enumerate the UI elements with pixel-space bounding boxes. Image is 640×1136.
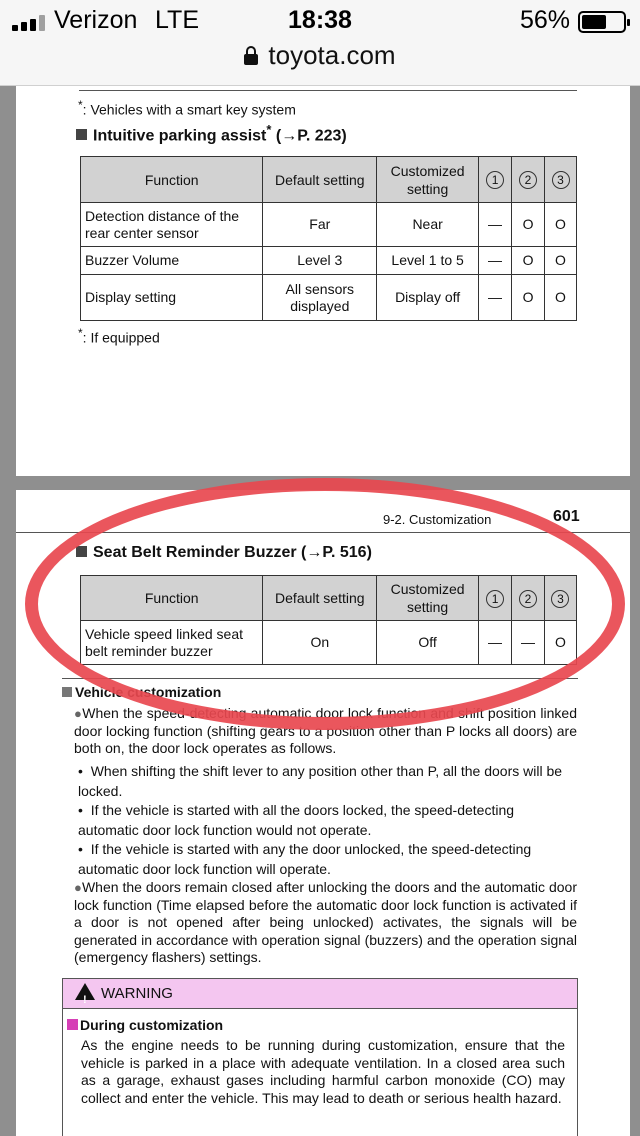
warning-header: ! WARNING <box>63 979 577 1009</box>
table-row <box>81 203 577 247</box>
col-function: Function <box>81 576 263 621</box>
section-square-icon <box>76 546 87 557</box>
paragraph-signals: ●When the doors remain closed after unlocking the doors and the automatic door lock function (Time elapsed before the automatic door lock function is activated if a door is not opened after being unlocked) activates, the signals will be generated in accordance with operation signal (buzzers) and the operation signal (emergency flashers) settings. <box>74 879 577 965</box>
lock-icon <box>244 48 258 65</box>
cell-function: Display setting <box>81 275 263 321</box>
warning-text: As the engine needs to be running during customization, ensure that the vehicle is parked in a place with adequate ventilation. In a closed area such as a garage, exhaust gases including harmful carbon monoxide (CO) may collect and enter the vehicle. This may lead to death or serious health hazard. <box>81 1037 565 1106</box>
cell-custom: Off <box>377 621 479 665</box>
cell-mode-1: — <box>479 275 512 321</box>
manual-page-601 <box>16 490 630 1136</box>
section-rule <box>62 678 578 679</box>
cell-mode-1: — <box>479 621 512 665</box>
cell-mode-1: — <box>479 247 512 275</box>
seat-belt-table <box>80 575 577 665</box>
cell-function: Vehicle speed linked seat belt reminder buzzer <box>81 621 263 665</box>
page-header-rule <box>16 532 630 533</box>
parking-assist-table <box>80 156 577 321</box>
address-bar[interactable] <box>0 40 640 71</box>
cell-default: Far <box>263 203 377 247</box>
cell-mode-1: — <box>479 203 512 247</box>
warning-box <box>62 978 578 1136</box>
col-mode-1: 1 <box>479 576 512 621</box>
warning-title: During customization <box>67 1017 581 1033</box>
table-header-row <box>81 576 577 621</box>
cell-default: On <box>263 621 377 665</box>
cell-mode-2: O <box>512 203 545 247</box>
battery-percent: 56% <box>519 6 570 34</box>
section-title-seat-belt: Seat Belt Reminder Buzzer (→P. 516) <box>76 544 372 562</box>
cell-default: All sensors displayed <box>263 275 377 321</box>
cell-mode-3: O <box>545 247 577 275</box>
col-mode-1: 1 <box>479 157 512 203</box>
subsection-title: Vehicle customization <box>62 684 221 700</box>
section-square-icon <box>76 129 87 140</box>
list-item: • If the vehicle is started with any the door unlocked, the speed-detecting automatic door lock function will operate. <box>78 841 532 877</box>
footnote-smart-key: *: Vehicles with a smart key system <box>78 98 296 118</box>
list-item: • When shifting the shift lever to any position other than P, all the doors will be locked. <box>78 763 563 799</box>
cell-default: Level 3 <box>263 247 377 275</box>
status-bar <box>0 6 640 36</box>
cell-custom: Display off <box>377 275 479 321</box>
cell-mode-2: O <box>512 247 545 275</box>
cell-mode-3: O <box>544 621 576 665</box>
table-row <box>81 247 577 275</box>
cell-mode-2: — <box>512 621 545 665</box>
col-function: Function <box>81 157 263 203</box>
paragraph-door-lock: ●When the speed-detecting automatic door lock function and shift position linked door locking function (shifting gears to a position other than P locks all doors) are both on, the door lock operates as follows. <box>74 705 578 756</box>
page-number: 601 <box>553 508 580 525</box>
col-customized: Customized setting <box>377 157 479 203</box>
col-mode-2: 2 <box>512 576 545 621</box>
col-mode-2: 2 <box>512 157 545 203</box>
manual-page-600 <box>16 86 630 476</box>
col-customized: Customized setting <box>377 576 479 621</box>
warning-triangle-icon: ! <box>75 983 95 1000</box>
table-header-row <box>81 157 577 203</box>
col-mode-3: 3 <box>544 576 576 621</box>
col-mode-3: 3 <box>545 157 577 203</box>
table-row <box>81 275 577 321</box>
network-type: LTE <box>155 6 199 34</box>
url-domain: toyota.com <box>268 40 396 70</box>
cell-function: Buzzer Volume <box>81 247 263 275</box>
cell-mode-3: O <box>545 275 577 321</box>
section-title-parking-assist: Intuitive parking assist* (→P. 223) <box>76 122 347 145</box>
col-default: Default setting <box>263 576 377 621</box>
cell-custom: Level 1 to 5 <box>377 247 479 275</box>
status-time: 18:38 <box>288 6 352 34</box>
carrier-name: Verizon <box>54 6 138 34</box>
page-section-label: 9-2. Customization <box>383 512 492 527</box>
footnote-if-equipped: *: If equipped <box>78 326 160 346</box>
table-row <box>81 621 577 665</box>
col-default: Default setting <box>263 157 377 203</box>
battery-icon <box>578 11 626 33</box>
cell-custom: Near <box>377 203 479 247</box>
cell-function: Detection distance of the rear center sensor <box>81 203 263 247</box>
list-item: • If the vehicle is started with all the doors locked, the speed-detecting automatic door lock function would not operate. <box>78 802 515 838</box>
browser-top-bar <box>0 0 640 86</box>
cell-mode-3: O <box>545 203 577 247</box>
cell-mode-2: O <box>512 275 545 321</box>
table-bottom-edge <box>79 90 577 91</box>
